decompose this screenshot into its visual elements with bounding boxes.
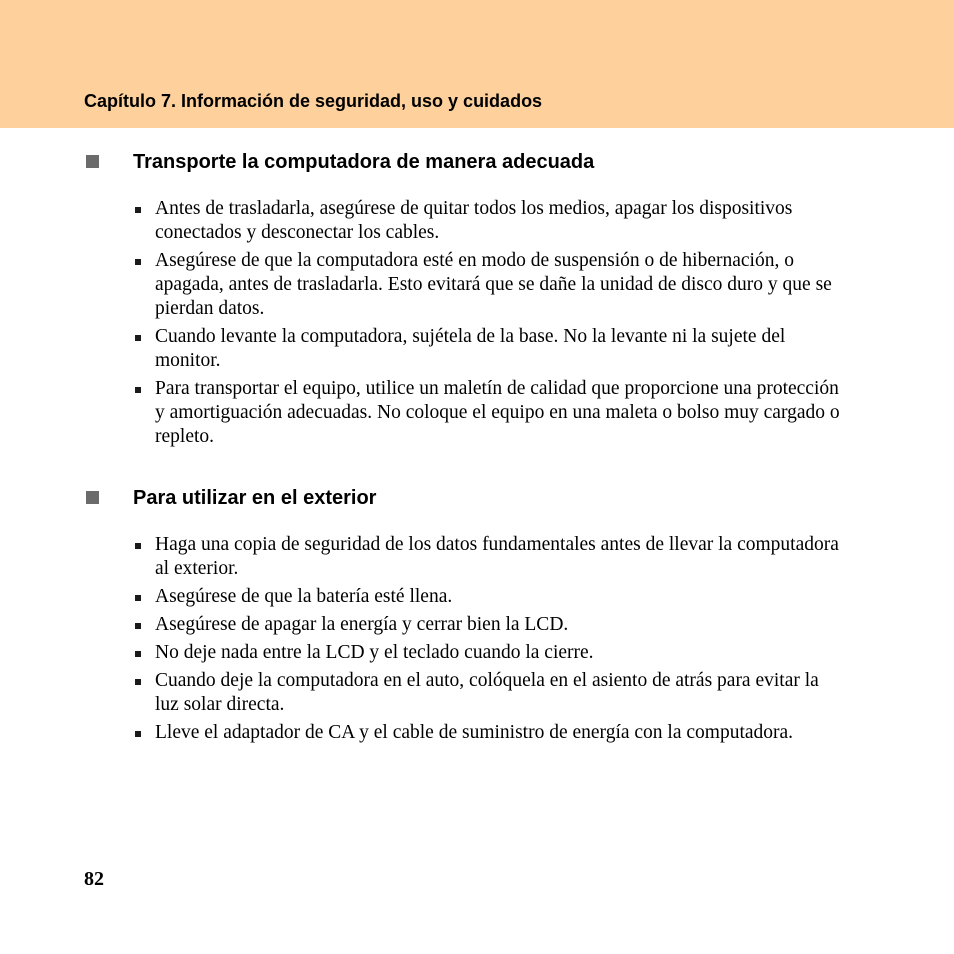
list-item — [133, 669, 843, 717]
list-item-text: Antes de trasladarla, asegúrese de quitar todos los medios, apagar los dispositivos conectados y desconectar los cables. — [155, 198, 793, 243]
list-item-text: Asegúrese de que la computadora esté en modo de suspensión o de hibernación, o apagada, antes de trasladarla. Esto evitará que se dañe la unidad de disco duro y que se pierdan datos. — [155, 250, 832, 319]
bullet-list — [133, 197, 843, 453]
list-item — [133, 585, 843, 609]
list-item-text: Asegúrese de que la batería esté llena. — [155, 586, 453, 607]
list-item-text: Para transportar el equipo, utilice un maletín de calidad que proporcione una protección y amortiguación adecuadas. No coloque el equipo en una maleta o bolso muy cargado o repleto. — [155, 378, 840, 447]
square-bullet-icon — [86, 491, 99, 504]
small-square-bullet-icon — [135, 623, 141, 629]
small-square-bullet-icon — [135, 679, 141, 685]
section-heading — [84, 484, 884, 512]
list-item — [133, 377, 843, 449]
small-square-bullet-icon — [135, 335, 141, 341]
square-bullet-icon — [86, 155, 99, 168]
section-title: Para utilizar en el exterior — [133, 487, 377, 509]
list-item-text: Asegúrese de apagar la energía y cerrar bien la LCD. — [155, 614, 569, 635]
small-square-bullet-icon — [135, 259, 141, 265]
small-square-bullet-icon — [135, 731, 141, 737]
list-item — [133, 533, 843, 581]
list-item — [133, 721, 843, 745]
list-item-text: Cuando deje la computadora en el auto, colóquela en el asiento de atrás para evitar la luz solar directa. — [155, 670, 819, 715]
list-item-text: Cuando levante la computadora, sujételа de la base. No la levante ni la sujete del monitor. — [155, 326, 786, 371]
small-square-bullet-icon — [135, 387, 141, 393]
small-square-bullet-icon — [135, 595, 141, 601]
list-item — [133, 641, 843, 665]
list-item — [133, 325, 843, 373]
page-number: 82 — [84, 868, 104, 890]
list-item — [133, 197, 843, 245]
chapter-header-band — [0, 0, 954, 128]
small-square-bullet-icon — [135, 207, 141, 213]
chapter-title: Capítulo 7. Información de seguridad, uso y cuidados — [84, 91, 543, 111]
section-heading — [84, 148, 884, 176]
list-item — [133, 613, 843, 637]
list-item-text: Haga una copia de seguridad de los datos fundamentales antes de llevar la computadora al exterior. — [155, 534, 839, 579]
section-title: Transporte la computadora de manera adecuada — [133, 151, 595, 173]
small-square-bullet-icon — [135, 651, 141, 657]
small-square-bullet-icon — [135, 543, 141, 549]
list-item — [133, 249, 843, 321]
bullet-list — [133, 533, 843, 749]
list-item-text: No deje nada entre la LCD y el teclado cuando la cierre. — [155, 642, 594, 663]
list-item-text: Lleve el adaptador de CA y el cable de suministro de energía con la computadora. — [155, 722, 794, 743]
